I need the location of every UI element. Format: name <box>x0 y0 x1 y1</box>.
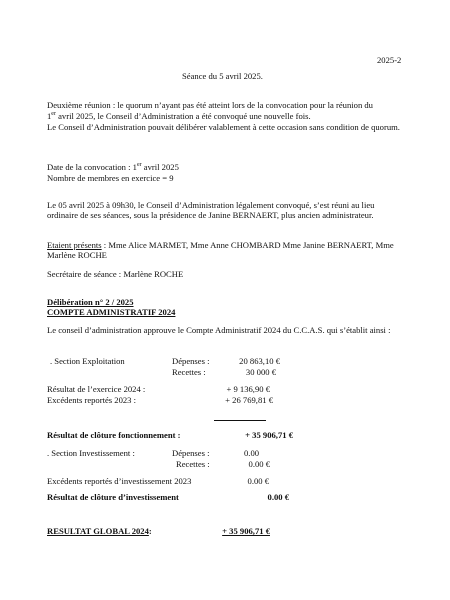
investissement-recettes-label: Recettes : <box>176 459 210 469</box>
sum-divider <box>214 420 266 421</box>
excedents-investissement-value: 0.00 € <box>247 476 269 486</box>
exploitation-depenses-label: Dépenses : <box>172 356 210 366</box>
intro-line-2: 1er avril 2025, le Conseil d’Administration a été convoqué une nouvelle fois. <box>47 111 311 121</box>
exploitation-depenses-value: 20 863,10 € <box>239 356 280 366</box>
excedents-reportes-label: Excédents reportés 2023 : <box>47 395 137 405</box>
secretary: Secrétaire de séance : Marlène ROCHE <box>47 269 184 279</box>
resultat-global-value: + 35 906,71 € <box>222 526 270 536</box>
intro-line-3: Le Conseil d’Administration pouvait délibérer valablement à cette occasion sans condition de quorum. <box>47 122 400 132</box>
investissement-depenses-label: Dépenses : <box>172 448 210 458</box>
present-members: Etaient présents : Mme Alice MARMET, Mme Anne CHOMBARD Mme Janine BERNAERT, Mme Marlène ROCHE <box>47 240 394 261</box>
section-investissement: . Section Investissement : <box>47 448 135 458</box>
members-count: Nombre de membres en exercice = 9 <box>47 173 174 183</box>
convocation-date: Date de la convocation : 1er avril 2025 <box>47 162 179 172</box>
cloture-investissement-label: Résultat de clôture d’investissement <box>47 492 179 502</box>
document-reference: 2025-2 <box>377 55 402 65</box>
investissement-depenses-value: 0.00 <box>244 448 260 458</box>
cloture-fonctionnement-label: Résultat de clôture fonctionnement : <box>47 430 181 440</box>
exploitation-recettes-label: Recettes : <box>172 367 206 377</box>
resultat-exercice-label: Résultat de l’exercice 2024 : <box>47 384 146 394</box>
deliberation-number: Délibération n° 2 / 2025 <box>47 297 134 307</box>
resultat-exercice-value: + 9 136,90 € <box>226 384 270 394</box>
excedents-investissement-label: Excédents reportés d’investissement 2023 <box>47 476 192 486</box>
approval-text: Le conseil d’administration approuve le Compte Administratif 2024 du C.C.A.S. qui s’établit ainsi : <box>47 325 391 335</box>
cloture-investissement-value: 0.00 € <box>267 492 289 502</box>
section-exploitation: . Section Exploitation <box>50 356 125 366</box>
intro-line-1: Deuxième réunion : le quorum n’ayant pas été atteint lors de la convocation pour la réunion du <box>47 100 373 110</box>
investissement-recettes-value: 0.00 € <box>248 459 270 469</box>
session-title: Séance du 5 avril 2025. <box>182 71 263 81</box>
exploitation-recettes-value: 30 000 € <box>245 367 276 377</box>
resultat-global: RESULTAT GLOBAL 2024: <box>47 526 152 536</box>
meeting-paragraph: Le 05 avril 2025 à 09h30, le Conseil d’Administration légalement convoqué, s’est réuni au lieu ordinaire de ses séances, sous la présidence de Janine BERNAERT, plus ancien administrateur. <box>47 200 375 221</box>
excedents-reportes-value: + 26 769,81 € <box>225 395 273 405</box>
deliberation-subject: COMPTE ADMINISTRATIF 2024 <box>47 307 176 317</box>
cloture-fonctionnement-value: + 35 906,71 € <box>245 430 293 440</box>
